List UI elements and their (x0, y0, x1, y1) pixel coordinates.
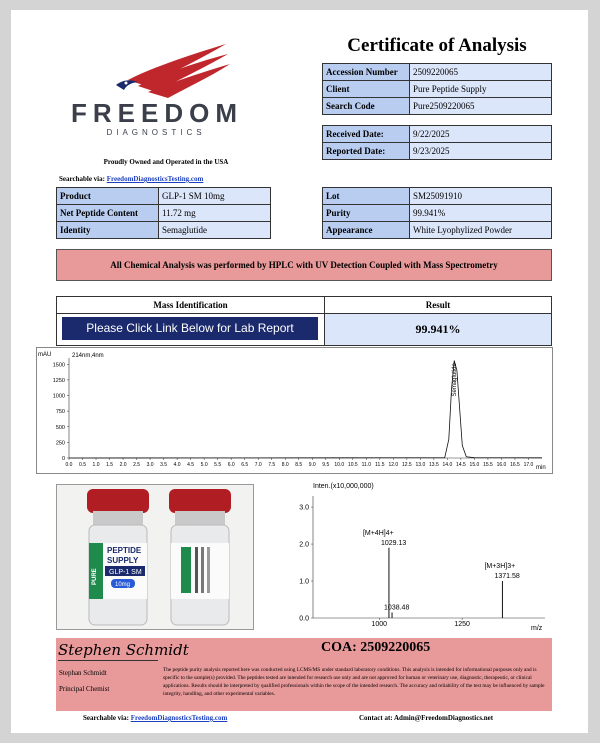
hplc-x-tick: 16.5 (510, 462, 520, 468)
footer-searchable (83, 714, 227, 722)
searchable-link[interactable]: FreedomDiagnosticsTesting.com (106, 175, 204, 183)
ms-x-tick: 1000 (371, 621, 388, 628)
hplc-x-tick: 7.0 (254, 462, 262, 468)
lot-key: Lot (323, 188, 410, 205)
searchable-via (59, 175, 203, 183)
hplc-x-tick: 11.5 (375, 462, 385, 468)
hplc-x-tick: 2.0 (119, 462, 127, 468)
dates-table (322, 125, 552, 160)
lab-report-button[interactable]: Please Click Link Below for Lab Report (62, 317, 318, 340)
hplc-x-tick: 16.0 (496, 462, 507, 468)
net-peptide-value: 11.72 mg (159, 205, 271, 222)
accession-value: 2509220065 (410, 64, 552, 81)
hplc-x-tick: 10.0 (334, 462, 345, 468)
ms-y-tick: 1.0 (299, 578, 309, 586)
table-row (57, 205, 271, 222)
hplc-trace (69, 361, 542, 459)
footer-search-link[interactable]: FreedomDiagnosticsTesting.com (130, 714, 228, 722)
vial-photo (56, 484, 254, 630)
hplc-x-tick: 1.5 (106, 462, 114, 468)
table-row (323, 222, 552, 239)
hplc-x-tick: 6.0 (227, 462, 235, 468)
hplc-y-tick: 250 (55, 440, 65, 447)
reported-value: 9/23/2025 (410, 143, 552, 160)
ms-y-tick: 2.0 (299, 541, 309, 549)
purity-value: 99.941% (410, 205, 552, 222)
net-peptide-key: Net Peptide Content (57, 205, 159, 222)
table-row (323, 81, 552, 98)
accession-key: Accession Number (323, 64, 410, 81)
client-value: Pure Peptide Supply (410, 81, 552, 98)
identity-key: Identity (57, 222, 159, 239)
hplc-x-tick: 10.5 (347, 462, 358, 468)
result-col-header: Result (325, 297, 551, 314)
hplc-x-tick: 0.5 (79, 462, 86, 468)
chemist-name: Stephan Schmidt (59, 669, 107, 677)
hplc-x-tick: 9.5 (322, 462, 330, 468)
hplc-y-tick: 0 (61, 456, 65, 462)
certificate-page (11, 10, 588, 733)
hplc-x-tick: 3.5 (160, 462, 168, 468)
hplc-x-tick: 5.5 (214, 462, 222, 468)
accession-table (322, 63, 552, 115)
result-value: 99.941% (325, 314, 551, 345)
ms-ion-label: [M+3H]3+ (484, 563, 516, 571)
lot-value: SM25091910 (410, 188, 552, 205)
table-row (323, 98, 552, 115)
appearance-value: White Lyophylized Powder (410, 222, 552, 239)
signature-line (58, 660, 158, 661)
table-row (323, 188, 552, 205)
analysis-banner-text: All Chemical Analysis was performed by HPLC with UV Detection Coupled with Mass Spectrometry (110, 260, 498, 270)
hplc-y-label: mAU (38, 352, 52, 358)
hplc-chart (36, 347, 553, 474)
purity-key: Purity (323, 205, 410, 222)
hplc-x-tick: 1.0 (92, 462, 100, 468)
hplc-x-tick: 14.5 (456, 462, 466, 468)
hplc-x-tick: 11.0 (361, 462, 372, 468)
hplc-y-tick: 1000 (52, 393, 65, 400)
vial-image (57, 485, 253, 629)
hplc-x-tick: 4.5 (187, 462, 195, 468)
ms-y-label: Inten.(x10,000,000) (313, 483, 374, 490)
product-table (56, 187, 271, 239)
search-code-value: Pure2509220065 (410, 98, 552, 115)
hplc-y-tick: 750 (55, 409, 65, 416)
signature-band (56, 638, 552, 711)
company-logo (71, 40, 241, 150)
hplc-x-tick: 13.5 (429, 462, 439, 468)
appearance-key: Appearance (323, 222, 410, 239)
ms-chart-svg (273, 478, 553, 632)
vial-dose: 10mg (115, 582, 131, 588)
hplc-x-tick: 15.0 (469, 462, 480, 468)
coa-number: COA: 2509220065 (321, 640, 431, 655)
table-row (323, 143, 552, 160)
hplc-x-tick: 8.0 (281, 462, 289, 468)
hplc-x-tick: 7.5 (268, 462, 276, 468)
hplc-chart-svg (37, 348, 552, 473)
tagline: Proudly Owned and Operated in the USA (103, 158, 229, 166)
ms-ion-label: [M+4H]4+ (362, 529, 394, 537)
ms-y-tick: 3.0 (299, 504, 309, 512)
hplc-x-tick: 13.0 (415, 462, 426, 468)
ms-peak-label: 1038.48 (384, 604, 410, 612)
reported-key: Reported Date: (323, 143, 410, 160)
table-row (323, 126, 552, 143)
hplc-y-tick: 500 (55, 424, 65, 431)
hplc-x-tick: 2.5 (133, 462, 141, 468)
mass-table (56, 296, 552, 346)
product-value: GLP-1 SM 10mg (159, 188, 271, 205)
received-value: 9/22/2025 (410, 126, 552, 143)
eagle-flag-icon (116, 40, 236, 102)
lab-report-cell (57, 314, 325, 345)
hplc-y-tick: 1250 (52, 377, 65, 384)
table-row (57, 188, 271, 205)
disclaimer-text: The peptide purity analysis reported here was conducted using LCMS/MS under standard laboratory conditions. This analysis is intended for informational purposes only and is specific to the sample(s) provided. The peptides tested are intended for research use only and are not approved for human or veterinary use, diagnostic, therapeutic, or clinical applications. Results should be interpreted by qualified professionals within the scope of the intended research. The accuracy and reliability of the test may be influenced by sample integrity, handling, and other experimental variables. (163, 667, 545, 697)
hplc-x-tick: 5.0 (200, 462, 208, 468)
signature-script: Stephen Schmidt (58, 641, 189, 659)
hplc-x-tick: 15.5 (483, 462, 493, 468)
ms-peak-label: 1371.58 (494, 573, 520, 581)
hplc-x-label: min (536, 465, 546, 471)
hplc-x-tick: 9.0 (308, 462, 316, 468)
hplc-x-tick: 14.0 (442, 462, 453, 468)
ms-y-tick: 0.0 (299, 615, 309, 623)
client-key: Client (323, 81, 410, 98)
ms-peak-label: 1029.13 (380, 539, 407, 547)
table-row (323, 64, 552, 81)
table-row (57, 222, 271, 239)
table-row (323, 205, 552, 222)
vial-cap-front (87, 489, 149, 513)
logo-subtext: DIAGNOSTICS (106, 128, 206, 137)
mass-col-header: Mass Identification (57, 297, 325, 314)
search-code-key: Search Code (323, 98, 410, 115)
footer-contact: Contact at: Admin@FreedomDiagnostics.net (359, 714, 494, 722)
logo-wordmark: FREEDOM (71, 98, 243, 128)
identity-value: Semaglutide (159, 222, 271, 239)
searchable-label: Searchable via: (59, 175, 105, 183)
product-key: Product (57, 188, 159, 205)
hplc-peak-label: Semaglutide (452, 363, 459, 397)
hplc-legend: 214nm,4nm (72, 353, 104, 359)
vial-brand2: PEPTIDE (107, 546, 142, 555)
hplc-x-tick: 12.5 (401, 462, 412, 468)
hplc-x-tick: 3.0 (146, 462, 154, 468)
ms-chart (273, 478, 553, 632)
vial-cap-back (169, 489, 231, 513)
hplc-x-tick: 17.0 (523, 462, 534, 468)
vial-product: GLP-1 SM (109, 569, 142, 576)
hplc-y-tick: 1500 (52, 362, 65, 369)
hplc-x-tick: 12.0 (388, 462, 399, 468)
ms-x-tick: 1250 (454, 621, 470, 628)
received-key: Received Date: (323, 126, 410, 143)
hplc-x-tick: 6.5 (241, 462, 249, 468)
lot-table (322, 187, 552, 239)
vial-brand3: SUPPLY (107, 556, 139, 565)
page-title: Certificate of Analysis (347, 35, 527, 56)
ms-x-label: m/z (531, 625, 543, 632)
hplc-x-tick: 0.0 (65, 462, 73, 468)
hplc-x-tick: 8.5 (295, 462, 303, 468)
vial-brand1: PURE (92, 568, 98, 585)
chemist-role: Principal Chemist (59, 685, 110, 693)
analysis-banner (56, 249, 552, 281)
footer-search-label: Searchable via: (83, 714, 129, 722)
hplc-x-tick: 4.0 (173, 462, 181, 468)
